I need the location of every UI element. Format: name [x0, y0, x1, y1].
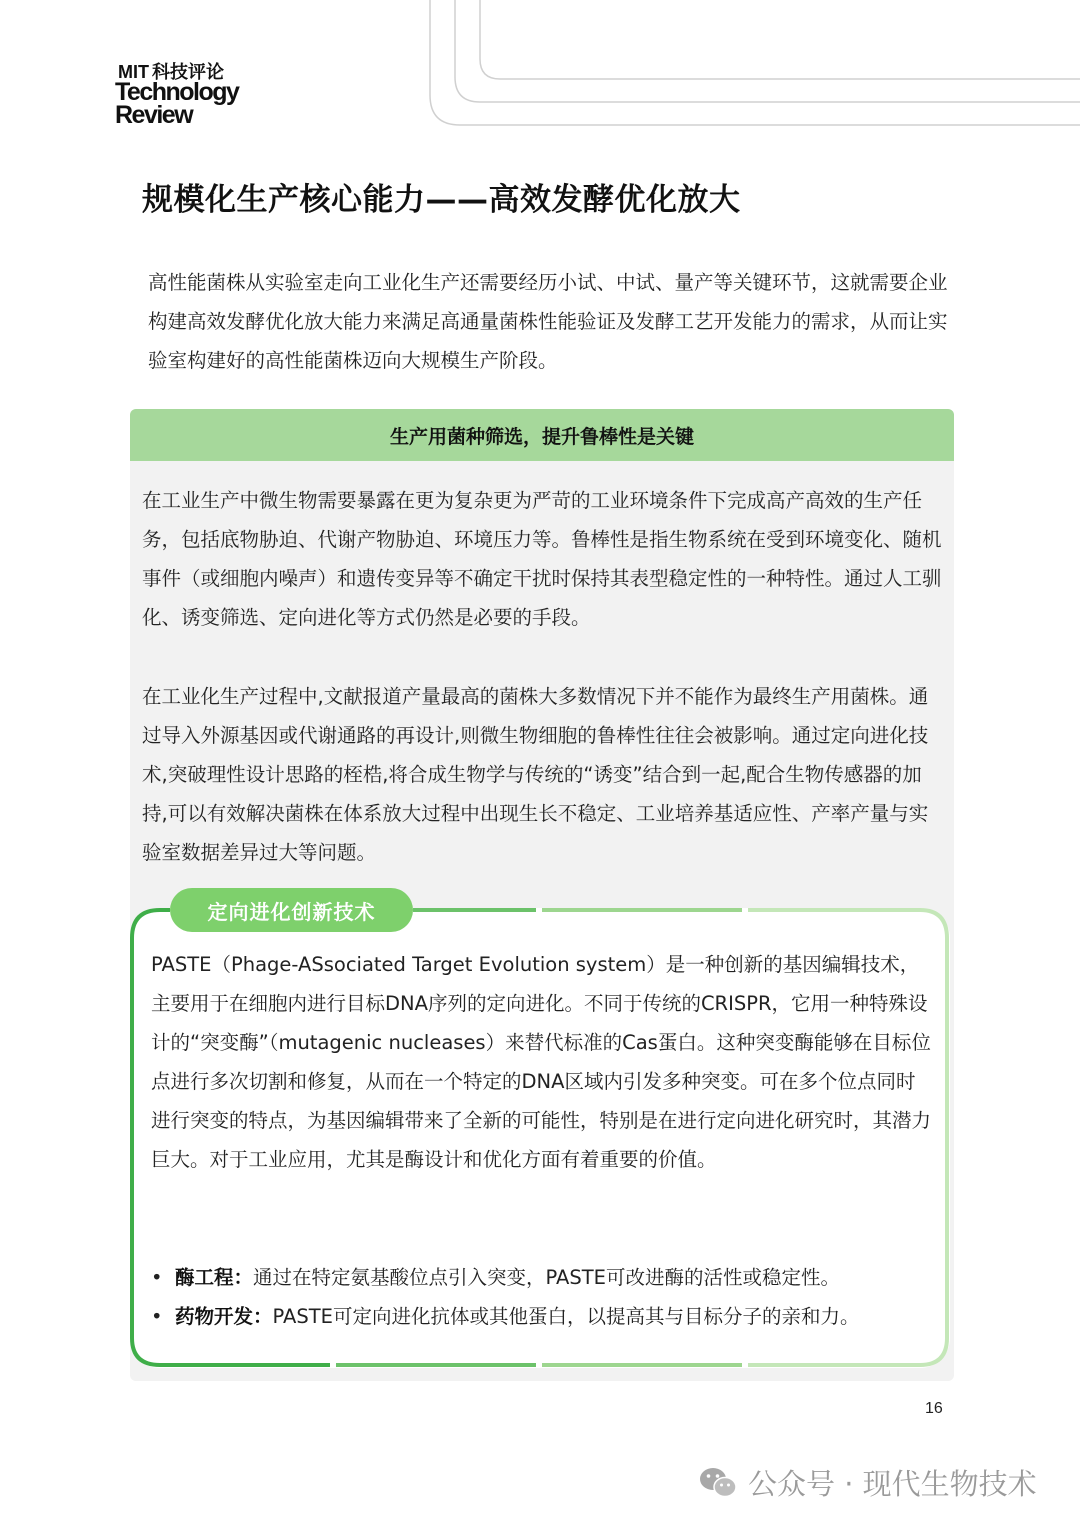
page-number: 16	[925, 1400, 943, 1417]
bullet-text: PASTE可定向进化抗体或其他蛋白，以提高其与目标分子的亲和力。	[272, 1305, 860, 1328]
watermark	[698, 1462, 1037, 1503]
watermark-text: 公众号 · 现代生物技术	[748, 1467, 1037, 1501]
card-bullet-list	[151, 1258, 933, 1336]
logo-technology: Technology	[115, 78, 239, 106]
logo-review: Review	[115, 101, 193, 129]
intro-paragraph	[148, 263, 948, 380]
bullet-text: 通过在特定氨基酸位点引入突变，PASTE可改进酶的活性或稳定性。	[253, 1266, 840, 1289]
card-body-text: PASTE（Phage-ASsociated Target Evolution system）是一种创新的基因编辑技术，主要用于在细胞内进行目标DNA序列的定向进化。不同于传统的CRISPR，它用一种特殊设计的“突变酶”（mutagenic nucleases）来替代标准的Cas蛋白。这种突变酶能够在目标位点进行多次切割和修复，从而在一个特定的DNA区域内引发多种突变。可在多个位点同时进行突变的特点，为基因编辑带来了全新的可能性，特别是在进行定向进化研究时，其潜力巨大。对于工业应用，尤其是酶设计和优化方面有着重要的价值。	[151, 953, 932, 1171]
page-title: 规模化生产核心能力——高效发酵优化放大	[142, 182, 741, 218]
logo-mit: MIT	[118, 62, 149, 82]
bullet-term: 药物开发：	[175, 1305, 273, 1328]
section-paragraph-2: 在工业化生产过程中,文献报道产量最高的菌株大多数情况下并不能作为最终生产用菌株。通过导入外源基因或代谢通路的再设计,则微生物细胞的鲁棒性往往会被影响。通过定向进化技术,突破理性设计思路的桎梏,将合成生物学与传统的“诱变”结合到一起,配合生物传感器的加持,可以有效解决菌株在体系放大过程中出现生长不稳定、工业培养基适应性、产率产量与实验室数据差异过大等问题。	[142, 685, 929, 864]
mit-technology-review-logo	[115, 60, 238, 128]
list-item	[151, 1297, 933, 1336]
card-tag: 定向进化创新技术	[170, 888, 413, 932]
logo-chinese: 科技评论	[152, 62, 224, 82]
intro-text: 高性能菌株从实验室走向工业化生产还需要经历小试、中试、量产等关键环节，这就需要企业构建高效发酵优化放大能力来满足高通量菌株性能验证及发酵工艺开发能力的需求，从而让实验室构建好的高性能菌株迈向大规模生产阶段。	[148, 271, 948, 372]
wechat-icon	[698, 1466, 738, 1500]
section-paragraph-1: 在工业生产中微生物需要暴露在更为复杂更为严苛的工业环境条件下完成高产高效的生产任务，包括底物胁迫、代谢产物胁迫、环境压力等。鲁棒性是指生物系统在受到环境变化、随机事件（或细胞内噪声）和遗传变异等不确定干扰时保持其表型稳定性的一种特性。通过人工驯化、诱变筛选、定向进化等方式仍然是必要的手段。	[142, 489, 942, 629]
list-item	[151, 1258, 933, 1297]
bullet-term: 酶工程：	[175, 1266, 254, 1289]
section-heading: 生产用菌种筛选，提升鲁棒性是关键	[130, 409, 954, 461]
